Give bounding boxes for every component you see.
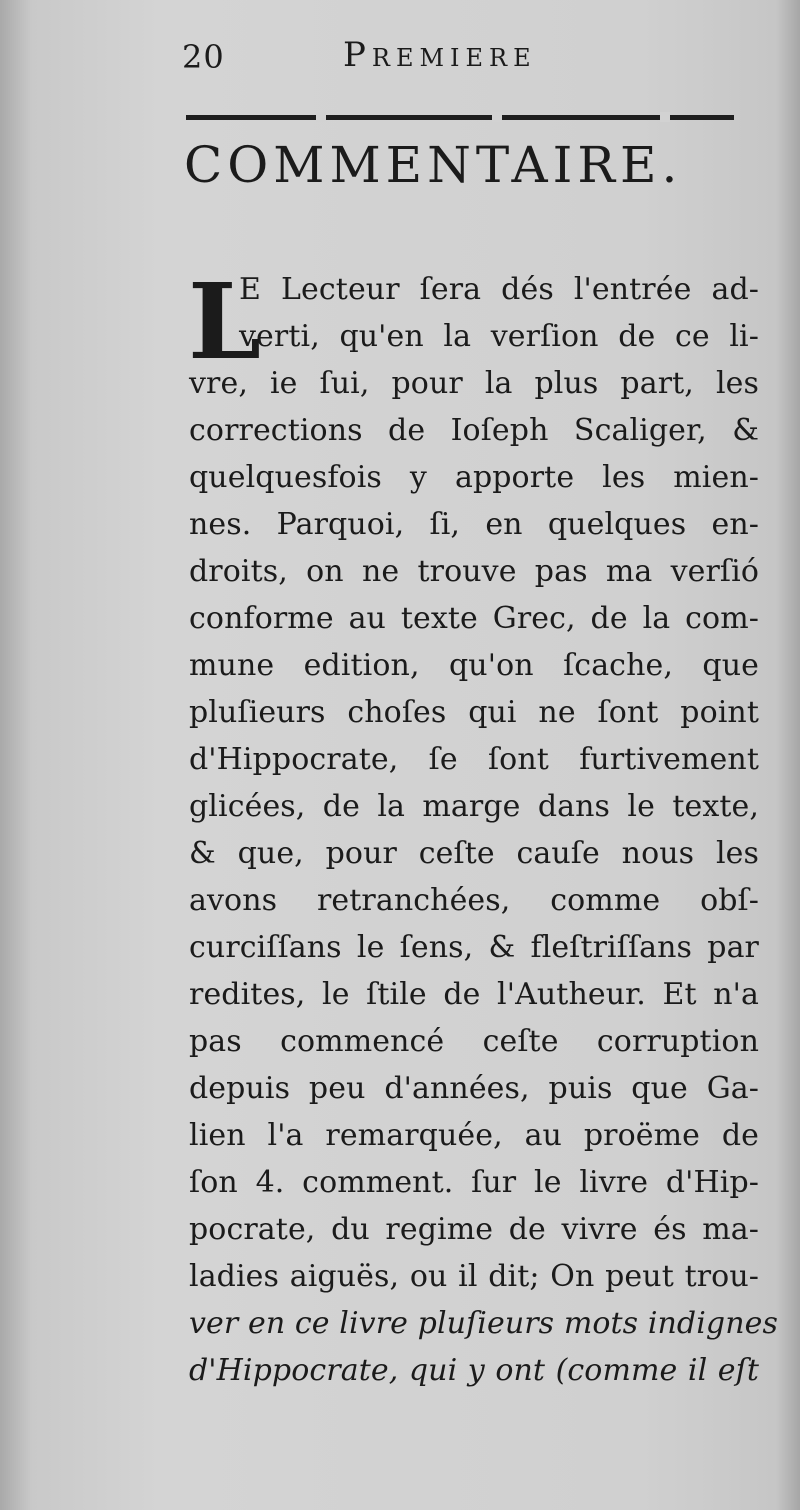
text-line: pluſieurs choſes qui ne ſont point: [189, 695, 759, 730]
section-title: COMMENTAIRE.: [184, 136, 683, 194]
text-line: mune edition, qu'on ſcache, que: [189, 648, 759, 683]
rule-break: [492, 112, 502, 122]
text-line: & que, pour ceſte cauſe nous les: [189, 836, 759, 871]
text-line: nes. Parquoi, ſi, en quelques en-: [189, 507, 759, 542]
running-head: Premiere: [343, 35, 537, 75]
body-text: [188, 260, 779, 1394]
text-line: curciſſans le ſens, & fleſtriſſans par: [189, 930, 759, 965]
text-line: verti, qu'en la verſion de ce li-: [239, 319, 759, 354]
text-line: ſon 4. comment. ſur le livre d'Hip-: [189, 1165, 759, 1200]
text-line: redites, le ſtile de l'Autheur. Et n'a: [189, 977, 759, 1012]
rule-break: [660, 112, 670, 122]
text-line: conforme au texte Grec, de la com-: [189, 601, 759, 636]
page-header: [180, 30, 740, 80]
text-line: droits, on ne trouve pas ma verſió: [189, 554, 759, 589]
drop-cap: L: [188, 260, 262, 383]
text-line: depuis peu d'années, puis que Ga-: [189, 1071, 759, 1106]
rule-break: [316, 112, 326, 122]
text-line: E Lecteur ſera dés l'entrée ad-: [239, 272, 759, 307]
text-line: glicées, de la marge dans le texte,: [189, 789, 759, 824]
text-line: ladies aiguës, ou il dit; On peut trou-: [189, 1259, 759, 1294]
text-line: avons retranchées, comme obſ-: [189, 883, 759, 918]
header-rule: [186, 115, 734, 120]
page-number: 20: [182, 38, 225, 76]
text-line: ver en ce livre pluſieurs mots indignes: [189, 1306, 779, 1341]
text-line: pocrate, du regime de vivre és ma-: [189, 1212, 759, 1247]
text-line: d'Hippocrate, ſe ſont furtivement: [189, 742, 759, 777]
text-line: pas commencé ceſte corruption: [189, 1024, 759, 1059]
text-line: corrections de Ioſeph Scaliger, &: [189, 413, 759, 448]
text-line: lien l'a remarquée, au proëme de: [189, 1118, 759, 1153]
text-line: quelquesfois y apporte les mien-: [189, 460, 759, 495]
text-line: vre, ie ſui, pour la plus part, les: [189, 366, 759, 401]
text-line: d'Hippocrate, qui y ont (comme il eſt: [189, 1353, 759, 1388]
